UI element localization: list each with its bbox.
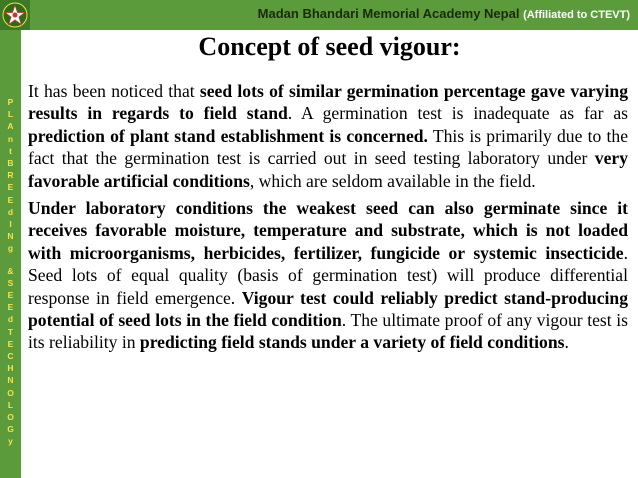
slide-content: [28, 80, 628, 354]
affiliation-text: (Affiliated to CTEVT): [523, 9, 630, 21]
bold-text-run: prediction of plant stand establishment is concerned.: [28, 125, 428, 146]
text-run: It has been noticed that: [28, 81, 200, 101]
side-letter: t: [9, 145, 12, 156]
institution-name: Madan Bhandari Memorial Academy Nepal: [257, 6, 520, 21]
side-letter: &: [7, 265, 14, 276]
side-letter-gap: [0, 255, 21, 265]
star-emblem-icon: [2, 2, 28, 28]
side-letter: G: [7, 424, 14, 435]
side-letter: O: [7, 412, 14, 423]
side-letter: I: [9, 219, 12, 230]
side-letter: d: [7, 314, 14, 325]
side-letter: A: [7, 121, 14, 132]
side-letter: L: [7, 109, 14, 120]
side-letter: H: [7, 363, 14, 374]
side-letter: S: [7, 277, 14, 288]
side-letter: E: [7, 338, 14, 349]
side-letter: E: [7, 194, 14, 205]
side-letter: N: [7, 375, 14, 386]
side-letter: y: [8, 436, 13, 447]
bold-text-run: seed lots of similar germination percentage gave varying results in regards to field stand: [28, 81, 628, 124]
bold-text-run: Under laboratory conditions the weakest seed can also germinate since it receives favorable moisture, temperature and substrate, which is not loaded with microorganisms, herbicides, fertilizer, fungicide or systemic insecticide: [28, 198, 628, 263]
academy-logo: [0, 0, 30, 30]
side-letter: d: [7, 206, 14, 217]
side-letter: E: [7, 182, 14, 193]
side-letter: T: [7, 326, 14, 337]
bold-text-run: Vigour test could reliably predict stand-producing potential of seed lots in the field condition: [28, 287, 628, 331]
header-bar: [0, 0, 638, 30]
text-run: , which are seldom available in the field.: [249, 170, 536, 191]
side-letter: E: [7, 290, 14, 301]
text-run: . Seed lots of equal quality (basis of germination test) will produce differential response in field emergence.: [28, 242, 628, 308]
text-run: . The ultimate proof of any vigour test is its reliability in: [28, 310, 628, 353]
side-letter: B: [7, 158, 14, 169]
text-run: .: [564, 332, 569, 353]
slide-title: Concept of seed vigour:: [198, 32, 461, 61]
side-letter: E: [7, 302, 14, 313]
bold-text-run: predicting field stands under a variety of field conditions: [139, 332, 565, 353]
side-letter: O: [7, 387, 14, 398]
bold-text-run: very favorable artificial conditions: [28, 148, 628, 191]
header-title: [258, 6, 630, 21]
side-letter: g: [7, 243, 14, 254]
text-run: . A germination test is inadequate as far as: [287, 103, 628, 124]
paragraph-2: [28, 197, 628, 354]
side-letter: L: [7, 399, 14, 410]
paragraph-1: [28, 80, 628, 192]
side-letter: C: [7, 351, 14, 362]
side-letter: R: [7, 170, 14, 181]
side-letter: P: [7, 97, 14, 107]
side-letter: n: [7, 133, 14, 144]
text-run: This is primarily due to the fact that the germination test is carried out in seed testing laboratory under: [28, 125, 628, 169]
side-letter: N: [7, 231, 14, 242]
side-vertical-text: [0, 96, 21, 448]
side-bar: [0, 30, 21, 478]
